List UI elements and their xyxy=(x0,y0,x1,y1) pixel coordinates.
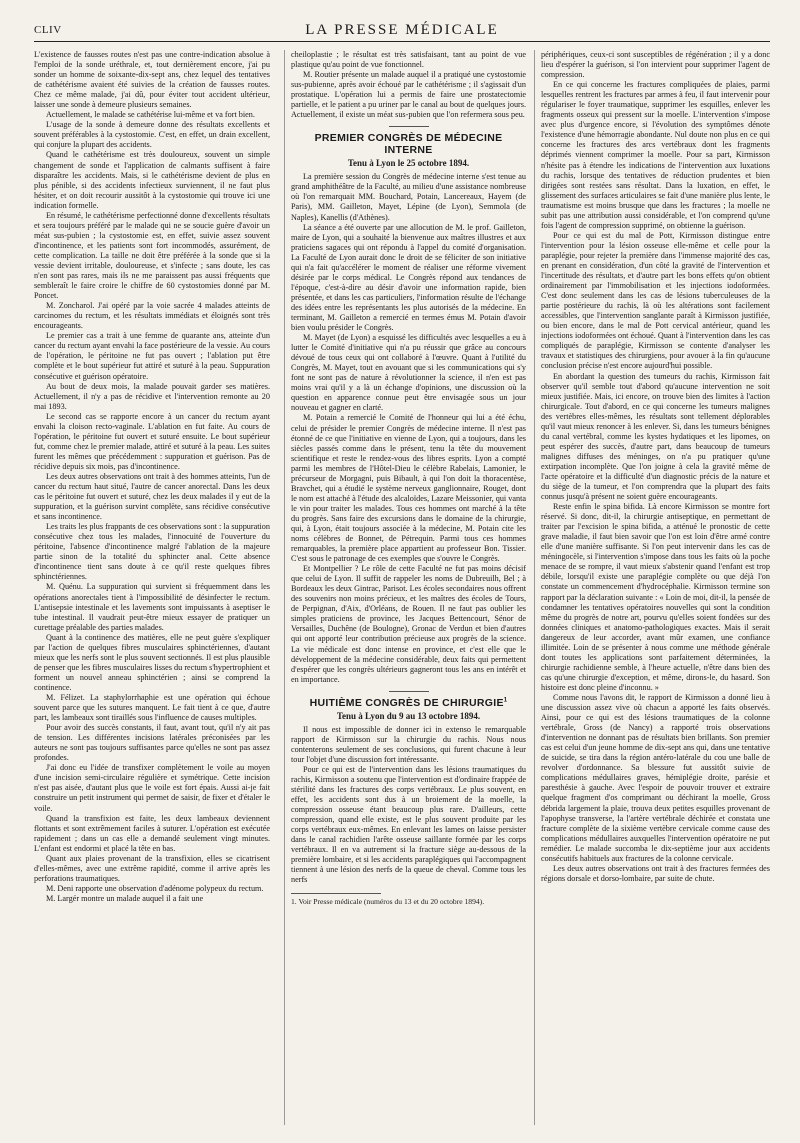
paragraph: Quand le cathétérisme est très douloureux, souvent un simple changement de sonde et l'application de calmants suffisent à faire disparaître les accidents. Mais, si le cathétérisme devient de plus en plus pénible, si des accidents infectieux surviennent, il ne faut plus hésiter, et on doit recourir aussitôt à la cystostomie qui trouve ici une indication formelle. xyxy=(34,150,270,210)
paragraph: En résumé, le cathétérisme perfectionné donne d'excellents résultats et sera toujours préféré par le malade qui ne se soucie guère d'avoir un méat sus-pubien ; la cystostomie est, en effet, suivie assez souvent d'incontinence, et les patients sont fort incommodés, assurément, de cette complication. La taille ne doit être préférée à la sonde que si la vessie devient irritable, douloureuse, et s'infecte ; sans doute, les cas n'en sont pas rares, mais ils ne me paraissent pas aussi fréquents que sembleraît le faire croire le chiffre de 60 cystostomies donné par M. Poncet. xyxy=(34,210,270,301)
column-3 xyxy=(534,50,770,1125)
paragraph: M. Deni rapporte une observation d'adénome polypeux du rectum. xyxy=(46,883,264,893)
paragraph: M. Routier présente un malade auquel il a pratiqué une cystostomie sus-pubienne, après avoir échoué par le cathétérisme ; il s'agissait d'un prostatique. L'opération lui a permis de faire une prostatectomie partielle, et le patient a pu uriner par le canal au bout de quelques jours. Actuellement, il existe un méat sus-pubien que l'on refermera sous peu. xyxy=(291,70,526,120)
paragraph: M. Largér montre un malade auquel il a fait une xyxy=(46,893,204,903)
paragraph: Pour ce qui est du mal de Pott, Kirmisson distingue entre l'intervention pour la lésion osseuse elle-même et celle pour la paraplégie, pour rejeter la première dans l'immense majorité des cas, en prenant en considération, d'un côté la gravité de l'intervention et l'incertitude des résultats, et d'autre part les bons effets qu'on obtient ordinairement par l'immobilisation et les injections iodoformées. C'est donc seulement dans les cas de lésions tuberculeuses de la partie postérieure du rachis, là où les altérations sont facilement accessibles, que l'intervention sanglante paraît à Kirmisson justifiée, ou bien encore, dans le mal de Pott cervical antérieur, quand les injections iodoformées ont échoué. Quant à l'intervention dans les cas compliqués de paraplégie, Kirmisson se contente d'analyser les travaux et statistiques des chirurgiens, pour avouer à la fin qu'aucune conclusion précise n'est encore aujourd'hui possible. xyxy=(541,230,770,371)
paragraph: M. Potain a remercié le Comité de l'honneur qui lui a été échu, celui de présider le premier Congrès de médecine interne. Il n'est pas étonné de ce que l'initiative en vienne de Lyon, qui a toujours, dans les siècles passés comme dans le présent, tenu la tête du mouvement scientifique et reste le rendez-vous des libres esprits. Lyon a compté parmi les membres de l'Hôtel-Dieu le célèbre Rabelais, Lamonier, le précurseur de Morgagni, puis Bibault, à qui l'on doit la thoracentèse, Bravchet, qui a étudié le système nerveux ganglionnaire, Rouget, dont le nom est attaché à l'étude des alcaloïdes, Lazare Meissonier, qui vanta le vin pour traiter les malades. Tous ces hommes ont marché à la tête du progrès. Sans faire des excursions dans le domaine de la chirurgie, qui, à Lyon, était toujours associée à la médecine, M. Potain cite les noms célèbres de Bonnet, de Pétrequin. Parmi tous ces hommes remarquables, la première place appartient au professeur Bon. Tissier. C'est sous le patronage de ces exemples que s'ouvre le Congrès. xyxy=(291,413,526,564)
paragraph: En ce qui concerne les fractures compliquées de plaies, parmi lesquelles rentrent les fractures par armes à feu, il faut intervenir pour régulariser le foyer traumatique, supprimer les esquilles, enlever les fragments osseux qui pressent sur la moelle. L'intervention s'impose avec plus d'urgence encore, si l'évolution des symptômes dénote l'existence d'une hémorragie abondante. Nul doute non plus en ce qui concerne les fractures des arcs vertébraux dont les fragments déprimés viennent comprimer la moelle. Pour sa part, Kirmisson n'hésite pas à étendre les indications de l'intervention aux luxations du rachis, lorsque des tentatives de réduction prudentes et bien dirigées sont restées sans résultat. Dans la luxation, en effet, le glissement des surfaces articulaires se fait d'une manière plus lente, le traumatisme est moins brusque que dans les fractures ; la moelle ne subit pas une attribution aussi considérable, et l'on comprend qu'une fois l'agent de compression supprimé, on obtienne la guérison. xyxy=(541,80,770,230)
paragraph: M. Quénu. La suppuration qui survient si fréquemment dans les opérations anorectales tient à l'impossibilité de désinfecter le rectum. L'antisepsie intestinale et les lavements sont impuissants à aseptiser le tube intestinal. Il vaudrait peut-être mieux essayer de pratiquer un curettage préalable des parties malades. xyxy=(34,582,270,632)
paragraph: L'usage de la sonde à demeure donne des résultats excellents et souvent préférables à la cystostomie. C'est, en effet, un drain excellent, qui conjure la plupart des accidents. xyxy=(34,120,270,150)
section-divider xyxy=(389,126,429,127)
congress-heading xyxy=(291,697,526,709)
paragraph: cheiloplastie ; le résultat est très satisfaisant, tant au point de vue plastique qu'au point de vue fonctionnel. xyxy=(291,50,526,70)
paragraph: Comme nous l'avons dit, le rapport de Kirmisson a donné lieu à une discussion assez vive où chacun a apporté les faits observés. Ainsi, pour ce qui est des lésions traumatiques de la colonne vertébrale, Gross (de Nancy) a rapporté trois observations d'intervention ne donnant pas de résultats bien brillants. Son premier cas est celui d'un jeune homme de dix-sept ans qui, dans une tentative de suicide, se tira dans la région antéro-latérale du cou une balle de revolver d'ordonnance. Sa blessure fut aussitôt suivie de complications médullaires graves, hémiplégie droite, parésie et paresthésie à gauche. Avec l'espoir de pouvoir trouver et extraire quelque fragment d'os comprimant ou déchirant la moelle, Gross débrida largement la plaie, trouva deux petites esquilles provenant de l'apophyse transverse, la l'artère vertébrale déchirée et constata une fracture complète de la sixième vertèbre cervicale comme cause des complications médullaires auxquelles l'intervention opératoire ne put remédier. Le malade succomba le dix-septième jour aux accidents consécutifs habituels aux fractures de la colonne cervicale. xyxy=(541,693,770,863)
paragraph: Reste enfin le spina bifida. Là encore Kirmisson se montre fort réservé. Si donc, dit-il, la chirurgie antiseptique, en permettant de traiter par l'excision le spina bifida, a atténué le pronostic de cette grave maladie, il faut bien savoir que l'on est loin d'être armé contre elle d'une manière suffisante. Si l'on peut intervenir dans les cas de méningocèle, si l'intervention s'impose dans tous les faits où la poche menace de se rompre, il vaut mieux s'abstenir quand l'enfant est trop débile, lorsqu'il existe une paraplégie complète ou que déjà l'on constate un commencement d'hydrocéphalie. Kirmisson termine son rapport par la déclaration suivante : « Loin de moi, dit-il, la pensée de condamner les tentatives opératoires nouvelles qui sont la condition même du progrès de notre art, pourvu qu'elles soient fondées sur des données cliniques et anatomo-pathologiques exactes. Mais il serait dangereux de leur accorder, avant mûr examen, une confiance illimitée. Loin de se présenter à nous comme une méthode générale dont toutes les applications sont parfaitement déterminées, la chirurgie rachidienne semble, à l'heure actuelle, n'être dans bien des cas qu'une chirurgie d'exception, et même, dirons-le, du hasard. Son histoire est donc pleine d'inconnu. » xyxy=(541,502,770,692)
column-2 xyxy=(284,50,526,1125)
paragraph: Le premier cas a trait à une femme de quarante ans, atteinte d'un cancer du rectum ayant envahi la face postérieure de la vessie. Au cours de l'opération, le péritoine ne fut pas ouvert ; l'ablation put être complète et le bout supérieur fut attiré et suturé à la peau. Suppuration consécutive et guérison opératoire. xyxy=(34,331,270,381)
paragraph: Les deux autres observations ont trait à des fractures fermées des régions dorsale et dorso-lombaire, par suite de chute. xyxy=(541,863,770,883)
column-1 xyxy=(34,50,270,1125)
page-number: CLIV xyxy=(34,24,62,36)
section-divider xyxy=(389,691,429,692)
paragraph: Les deux autres observations ont trait à des hommes atteints, l'un de cancer du rectum haut situé, l'autre de cancer anorectal. Dans les deux cas le péritoine fut ouvert et suturé, chez les deux malades il y eut de la suppuration, et la guérison survint complète, sans récidive consécutive et sans incontinence. xyxy=(34,471,270,522)
congress-subheading: Tenu à Lyon du 9 au 13 octobre 1894. xyxy=(336,710,481,721)
paragraph: J'ai donc eu l'idée de transfixer complètement le voile au moyen d'une incision semi-circulaire régulière et symétrique. Cette incision n'est pas aisée, d'autant plus que le voile est fort épais. Aussi ai-je fait construire un petit instrument qui permet de saisir, de fixer et d'étaler le voile. xyxy=(34,763,270,813)
congress-subheading: Tenu à Lyon le 25 octobre 1894. xyxy=(347,158,470,169)
paragraph: Les traits les plus frappants de ces observations sont : la suppuration consécutive chez tous les malades, l'innocuité de l'ouverture du péritoine, l'absence d'incontinence malgré l'ablation de la majeure partie sinon de la totalité du sphincter anal. Cette absence d'incontinence tient sans doute à ce qu'il reste quelques fibres sphinctériennes. xyxy=(34,522,270,582)
newspaper-page xyxy=(34,20,770,1125)
footnote: 1. Voir Presse médicale (numéros du 13 et du 20 octobre 1894). xyxy=(291,897,485,907)
paragraph: L'existence de fausses routes n'est pas une contre-indication absolue à l'emploi de la sonde uréthrale, et, tout dernièrement encore, j'ai pu sonder un homme de soixante-dix-sept ans, chez lequel des tentatives de cathétérisme avaient été suivies de la création de fausses routes. Chez ce même malade, j'ai dû, pour éviter tout accident ultérieur, laisser une sonde à demeure plusieurs semaines. xyxy=(34,50,270,110)
paragraph: Pour ce qui est de l'intervention dans les lésions traumatiques du rachis, Kirmisson a soutenu que l'intervention est d'ordinaire frappée de stérilité dans les fractures des corps vertébraux. Le plus souvent, en effet, les accidents sont dus à un broiement de la moelle, la compression osseuse étant beaucoup plus rare. D'ailleurs, cette compression, quand elle existe, est le plus souvent produite par les corps vertébraux eux-mêmes. En enlevant les lames on laisse persister dans le canal rachidien l'arête osseuse saillante formée par les corps vertébraux. Il en va autrement si la fracture siège au-dessous de la première lombaire, et si les accidents paraplégiques qui l'accompagnent tiennent à une lésion des nerfs de la queue de cheval. Comme tous les nerfs xyxy=(291,764,526,885)
paragraph: M. Zoncharol. J'ai opéré par la voie sacrée 4 malades atteints de carcinomes du rectum, et les résultats immédiats et éloignés sont très encourageants. xyxy=(34,301,270,331)
paragraph: Au bout de deux mois, la malade pouvait garder ses matières. Actuellement, il n'y a pas de récidive et l'intervention remonte au 20 mai 1893. xyxy=(34,381,270,411)
paragraph: Quant aux plaies provenant de la transfixion, elles se cicatrisent d'elles-mêmes, avec une extrême rapidité, comme il arrive après les perforations traumatiques. xyxy=(34,853,270,883)
paragraph: En abordant la question des tumeurs du rachis, Kirmisson fait observer qu'il semble tout d'abord qu'aucune intervention ne soit mieux justifiée. Mais, ici encore, on trouve bien des limites à l'action chirurgicale. Tout d'abord, en ce qui concerne les tumeurs malignes des vertèbres elles-mêmes, les résultats sont tellement déplorables qu'il vaut mieux renoncer à les enlever. Si, dans les tumeurs bénignes du canal vertébral, comme les kystes hydatiques et les lipomes, on peut espérer des succès, d'autre part, dans beaucoup de tumeurs malignes diffuses des méninges, on n'a pu pratiquer qu'une extirpation incomplète. Que l'on joigne à cela la gravité même de l'acte opératoire et la difficulté d'un diagnostic précis de la nature et du siège de la tumeur, et l'on comprendra que la plupart des faits connus jusqu'à présent ne soient guère encourageants. xyxy=(541,371,770,502)
journal-title: LA PRESSE MÉDICALE xyxy=(305,22,499,38)
footnote-marker: 1 xyxy=(503,697,508,704)
article-columns xyxy=(34,50,770,1125)
paragraph: La première session du Congrès de médecine interne s'est tenue au grand amphithéâtre de la Faculté, au milieu d'une assistance nombreuse où l'on remarquait MM. Bouchard, Potain, Lancereaux, Hayem (de Paris), MM. Gailleton, Mayet, Lépine (de Lyon), Semmola (de Naples), Kanellis (d'Athènes). xyxy=(291,172,526,222)
paragraph: périphériques, ceux-ci sont susceptibles de régénération ; il y a donc lieu d'espérer la guérison, si l'on intervient pour supprimer l'agent de compression. xyxy=(541,50,770,80)
paragraph: Le second cas se rapporte encore à un cancer du rectum ayant envahi la cloison recto-vaginale. L'ablation en fut faite. Au cours de l'opération, le péritoine fut ouvert et suturé ensuite. Le bout supérieur fut, comme chez le premier malade, attiré et suturé à la peau. Les suites furent les mêmes que précédemment : suppuration et guérison. Pas de récidive depuis six mois, pas d'incontinence. xyxy=(34,411,270,471)
paragraph: M. Félizet. La staphylorrhaphie est une opération qui échoue souvent parce que les sutures manquent. Le fait tient à ce que, d'autre part, les lambeaux sont tiraillés sous l'influence de causes multiples. xyxy=(34,693,270,723)
paragraph: Quant à la continence des matières, elle ne peut guère s'expliquer par l'action de quelques fibres musculaires sphinctériennes, d'autant mieux que les nerfs sont le plus souvent sectionnés. Il est plus plausible de penser que les fibres musculaires lisses du rectum s'hypertrophient et forment un nouvel anneau sphinctérien ; ainsi se comprend la continence. xyxy=(34,632,270,692)
paragraph: Actuellement, le malade se cathétérise lui-même et va fort bien. xyxy=(46,110,255,120)
congress-heading: PREMIER CONGRÈS DE MÉDECINE INTERNE xyxy=(314,132,503,157)
congress-heading-text: HUITIÈME CONGRÈS DE CHIRURGIE xyxy=(309,696,504,709)
paragraph: M. Mayet (de Lyon) a esquissé les difficultés avec lesquelles a eu à lutter le Comité d'initiative qui n'a pu réussir que grâce au concours dévoué de tous ceux qui ont collaboré à l'œuvre. Quant à l'utilité du Congrès, M. Mayet, tout en avouant que si les communications qui s'y font ne sont pas de nature à révolutionner la science, il n'en est pas moins vrai qu'il y a là un échange d'opinions, une discussion où la question en apparence connue peut être envisagée sous un jour nouveau et gagner en clarté. xyxy=(291,333,526,413)
footnote-rule xyxy=(291,893,381,894)
page-header xyxy=(34,20,770,42)
paragraph: Il nous est impossible de donner ici in extenso le remarquable rapport de Kirmisson sur la chirurgie du rachis. Nous nous contenterons seulement de ses conclusions, qui furent chacune à leur tour l'objet d'une discussion fort intéressante. xyxy=(291,724,526,764)
paragraph: Pour avoir des succès constants, il faut, avant tout, qu'il n'y ait pas de tension. Les différentes incisions latérales préconisées par les auteurs ne sont pas toujours suffisantes parce qu'elles ne sont pas assez profondes. xyxy=(34,723,270,763)
paragraph: La séance a été ouverte par une allocution de M. le prof. Gailleton, maire de Lyon, qui a souhaité la bienvenue aux maîtres illustres et aux praticiens sagaces qui ont répondu à l'appel du comité d'organisation. La Faculté de Lyon aurait donc le droit de se féliciter de son initiative qui n'a fait qu'accélérer le moment de réaliser une réforme vivement désirée par le corps médical. Le Congrès répond aux tendances de l'époque, c'est-à-dire au désir d'avoir une information rapide, bien présentée, et dans les cas particuliers, l'information résulte de l'échange des idées entre les représentants les plus autorisés de la médecine. En terminant, M. Gailleton a remercié en termes émus M. Potain d'avoir bien voulu présider le Congrès. xyxy=(291,222,526,333)
paragraph: Quand la transfixion est faite, les deux lambeaux deviennent flottants et sont extrêmement faciles à suturer. L'opération est exécutée rapidement ; dans un cas elle a demandé seulement vingt minutes. L'enfant est endormi et placé la tête en bas. xyxy=(34,813,270,853)
paragraph: Et Montpellier ? Le rôle de cette Faculté ne fut pas moins décisif que celui de Lyon. Il suffit de rappeler les noms de Dubreuilh, Bel ; à Bordeaux les deux Gintrac, Parisot. Les écoles secondaires nous offrent des souvenirs non moins précieux, et les maîtres des écoles de Tours, de Perpignan, d'Aix, d'Orléans, de Rouen. Il ne faut pas oublier les simples praticiens de province, les Jacques Bettencourt, Sénor de Versailles, Duchêne (de Boulogne), Gronac de Verdun et bien d'autres qui ont apporté leur contribution précieuse aux progrès de la science. La vie médicale est donc intense en province, et c'est elle que le développement de la médecine considérable, deux faits qui permettent d'espérer que les congrès ultérieurs gagneront tous les ans en intérêt et en importance. xyxy=(291,564,526,684)
